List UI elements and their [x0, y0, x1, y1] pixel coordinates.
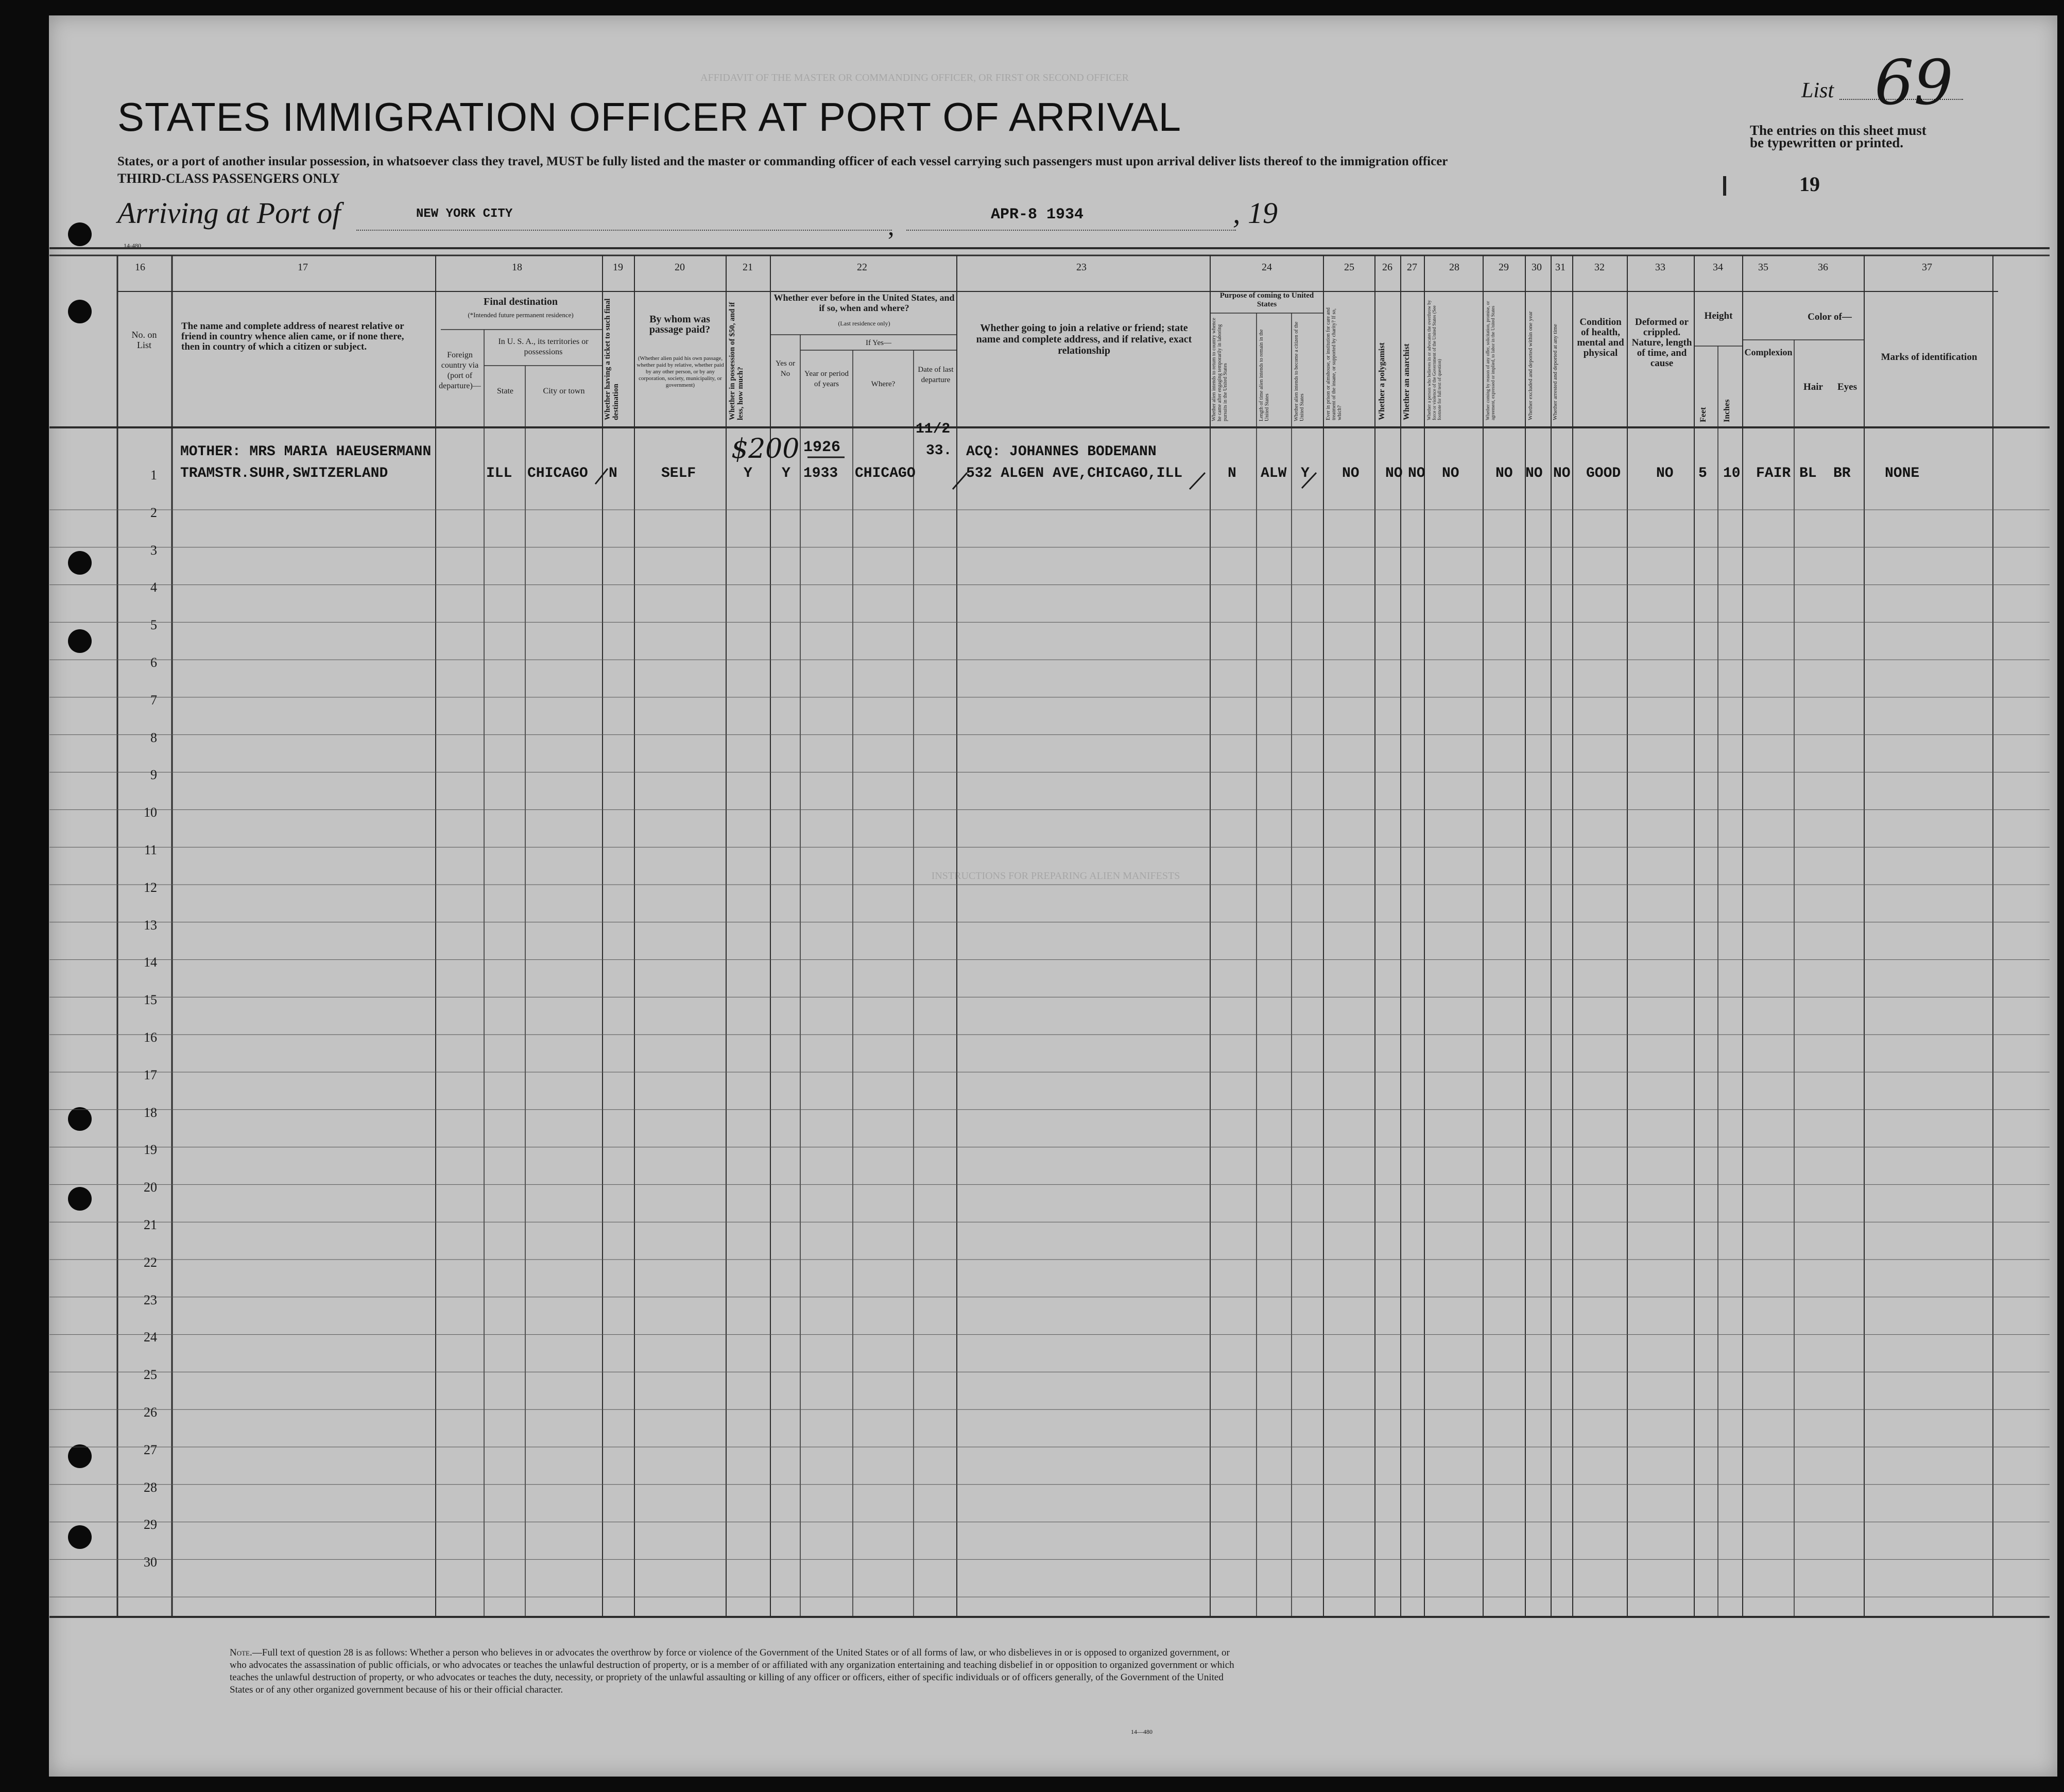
col-num-26: 26: [1382, 262, 1392, 273]
row-number: 13: [144, 917, 157, 933]
list-label: List: [1801, 79, 1834, 102]
list-number: 69: [1874, 47, 1953, 119]
row-number: 14: [144, 955, 157, 970]
row-number: 10: [144, 805, 157, 820]
header-purpose-length: Length of time alien intends to remain in the United States: [1259, 329, 1270, 421]
before-yes-no: Y: [782, 466, 790, 481]
header-anarchist: Whether an anarchist: [1402, 343, 1411, 420]
col-num-35: 35: [1758, 262, 1768, 273]
arriving-label: Arriving at Port of: [117, 196, 341, 230]
polygamist-value: NO: [1385, 466, 1403, 481]
header-feet: Feet: [1699, 407, 1708, 422]
row-number: 24: [144, 1330, 157, 1345]
entries-note-1: The entries on this sheet must: [1750, 123, 1927, 138]
header-inches: Inches: [1723, 399, 1731, 422]
height-feet: 5: [1698, 466, 1707, 481]
col-num-20: 20: [675, 262, 685, 273]
period-year-2: 1933: [803, 466, 838, 481]
row-number: 9: [150, 767, 157, 783]
year-prefix: 19: [1799, 173, 1820, 196]
money-value: Y: [744, 466, 752, 481]
header-class-line: THIRD-CLASS PASSENGERS ONLY: [117, 171, 340, 186]
header-usa: In U. S. A., its territories or possessions: [498, 337, 589, 356]
col-num-27: 27: [1407, 262, 1417, 273]
row-number: 21: [144, 1217, 157, 1232]
period-year-1: 1926: [803, 439, 841, 456]
header-color: Color of—: [1808, 312, 1852, 322]
col-num-29: 29: [1499, 262, 1509, 273]
header-ticket: Whether having a ticket to such final destination: [604, 298, 620, 420]
relative-name: MOTHER: MRS MARIA HAEUSERMANN: [180, 444, 432, 460]
header-foreign-country: Foreign country via (port of departure)—: [439, 351, 481, 390]
row-number: 30: [144, 1555, 157, 1570]
col-num-21: 21: [743, 262, 753, 273]
row-number: 12: [144, 880, 157, 895]
join-relative-address: 532 ALGEN AVE,CHICAGO,ILL: [966, 466, 1183, 481]
col-num-34: 34: [1713, 262, 1723, 273]
header-join-relative: Whether going to join a relative or friend; state name and complete address, and if relative, exact relationship: [976, 322, 1192, 356]
row-number: 19: [144, 1142, 157, 1158]
overthrow-value: NO: [1442, 466, 1459, 481]
col-num-32: 32: [1594, 262, 1605, 273]
last-departure-1: 11/2: [916, 421, 951, 437]
port-value: NEW YORK CITY: [416, 207, 513, 221]
row-number: 26: [144, 1405, 157, 1420]
row-number: 1: [150, 468, 157, 483]
header-passage-paid-sub: (Whether alien paid his own passage, whether paid by relative, whether paid by any other person, or by any corporation, society, municipality, or government): [637, 355, 724, 388]
col-num-17: 17: [298, 262, 308, 273]
header-where: Where?: [871, 380, 896, 388]
row-number: 2: [150, 505, 157, 520]
header-year: Year or period of years: [804, 370, 849, 388]
header-hair: Hair: [1803, 382, 1823, 392]
header-before-in-us: Whether ever before in the United States, and if so, when and where?: [773, 292, 955, 313]
col-num-33: 33: [1655, 262, 1665, 273]
passage-paid-by: SELF: [661, 466, 696, 481]
row-number: 7: [150, 692, 157, 708]
header-overthrow: Whether a person who believes in or advocates the overthrow by force or violence of the Government of the United States (See footnote for full text of question): [1426, 300, 1442, 420]
header-final-destination-sub: (*Intended future permanent residence): [468, 311, 574, 319]
bleed-through-text: AFFIDAVIT OF THE MASTER OR COMMANDING OFFICER, OR FIRST OR SECOND OFFICER: [700, 72, 1129, 83]
header-polygamist: Whether a polygamist: [1378, 342, 1386, 420]
relative-address: TRAMSTR.SUHR,SWITZERLAND: [180, 466, 388, 481]
header-if-yes: If Yes—: [865, 339, 891, 347]
row-number: 25: [144, 1367, 157, 1383]
purpose-length: ALW: [1261, 466, 1287, 481]
row-number: 22: [144, 1254, 157, 1270]
hair-value: BL: [1799, 466, 1817, 481]
footnote-lead: Note.: [230, 1647, 252, 1658]
eyes-value: BR: [1833, 466, 1851, 481]
complexion-value: FAIR: [1756, 466, 1791, 481]
height-inches: 10: [1723, 466, 1741, 481]
header-deformed: Deformed or crippled. Nature, length of time, and cause: [1631, 317, 1692, 369]
header-instructions: States, or a port of another insular possession, in whatsoever class they travel, MUST be fully listed and the master or commanding officer of each vessel carrying such passengers must upon arrival deliver lists thereof to the immigration officer: [117, 154, 1448, 168]
header-prison: Ever in prison or almshouse, or institution for care and treatment of the insane, or supported by charity? If so, which?: [1326, 307, 1343, 420]
anarchist-value: NO: [1408, 466, 1425, 481]
header-arrested: Whether arrested and deported at any time: [1552, 324, 1558, 420]
header-final-destination: Final destination: [484, 296, 558, 307]
header-health: Condition of health, mental and physical: [1577, 317, 1624, 358]
row-number: 18: [144, 1105, 157, 1120]
header-eyes: Eyes: [1837, 382, 1857, 392]
col-num-18: 18: [512, 262, 522, 273]
row-number: 4: [150, 580, 157, 595]
header-nearest-relative: The name and complete address of nearest relative or friend in country whence alien came, or if none there, then in country of which a citizen or subject.: [181, 321, 404, 352]
row-number: 5: [150, 617, 157, 633]
header-date-departure: Date of last departure: [918, 366, 954, 384]
marks-value: NONE: [1885, 466, 1920, 481]
row-number: 27: [144, 1442, 157, 1457]
col-num-19: 19: [613, 262, 623, 273]
header-city: City or town: [543, 387, 585, 395]
row-number: 29: [144, 1517, 157, 1532]
arrival-date: APR-8 1934: [991, 206, 1084, 223]
header-no-on-list: No. on List: [131, 330, 157, 350]
ticket-value: N: [609, 466, 617, 481]
destination-city: CHICAGO: [527, 466, 588, 481]
header-labor-offer: Whether coming by reason of any offer, solicitation, promise, or agreement, expressed or implied, to labor in the United States: [1485, 301, 1495, 420]
col-num-23: 23: [1076, 262, 1087, 273]
comma: ,: [888, 212, 895, 240]
purpose-return: N: [1228, 466, 1236, 481]
col-num-22: 22: [857, 262, 867, 273]
header-excluded: Whether excluded and deported within one year: [1527, 311, 1534, 420]
col-num-30: 30: [1532, 262, 1542, 273]
entries-note-2: be typewritten or printed.: [1750, 135, 1903, 150]
col-num-31: 31: [1555, 262, 1566, 273]
footnote-form-number: 14—480: [1131, 1728, 1153, 1735]
header-purpose-return: Whether alien intends to return to country whence he came after engaging temporarily in laboring pursuits in the United States: [1211, 318, 1228, 421]
labor-value: NO: [1495, 466, 1513, 481]
form-number-small: 14-480: [124, 242, 141, 249]
row-number: 8: [150, 730, 157, 745]
header-before-sub: (Last residence only): [838, 320, 890, 327]
row-number: 6: [150, 655, 157, 670]
header-state: State: [497, 387, 513, 395]
footnote: [230, 1647, 1239, 1696]
last-departure-2: 33.: [926, 443, 952, 459]
header-money: Whether in possession of $50, and if less, how much?: [728, 302, 745, 420]
excluded-value: NO: [1525, 466, 1543, 481]
header-purpose-citizen: Whether alien intends to become a citizen of the United States: [1294, 321, 1305, 421]
bleed-through-instructions: INSTRUCTIONS FOR PREPARING ALIEN MANIFESTS: [931, 870, 1180, 882]
col-num-37: 37: [1922, 262, 1932, 273]
header-complexion: Complexion: [1744, 347, 1793, 357]
row-number: 20: [144, 1180, 157, 1195]
col-num-24: 24: [1262, 262, 1272, 273]
row-number: 28: [144, 1479, 157, 1495]
row-number: 17: [144, 1067, 157, 1082]
col-num-36: 36: [1818, 262, 1828, 273]
page-title: STATES IMMIGRATION OFFICER AT PORT OF ARRIVAL: [117, 94, 1182, 140]
purpose-citizen: Y: [1301, 466, 1310, 481]
arrested-value: NO: [1553, 466, 1571, 481]
row-number: 16: [144, 1030, 157, 1045]
header-height: Height: [1704, 311, 1733, 321]
where-value: CHICAGO: [855, 466, 916, 481]
header-yes-no: Yes or No: [775, 359, 796, 378]
header-purpose: Purpose of coming to United States: [1219, 291, 1314, 308]
col-num-28: 28: [1449, 262, 1459, 273]
deformed-value: NO: [1656, 466, 1674, 481]
health-value: GOOD: [1586, 466, 1621, 481]
row-number: 3: [150, 542, 157, 558]
footnote-text: —Full text of question 28 is as follows: Whether a person who believes in or advocates the overthrow by force or violence of the Government of the United States or of all forms of law, or who disbelieves in or is opposed to organized government, or who advocates the assassination of public officials, or who advocates or teaches the unlawful destruction of property, or is a member of or affiliated with any organization entertaining and teaching disbelief in or opposition to organized government or which teaches the unlawful destruction of property, or who advocates or teaches the duty, necessity, or propriety of the unlawful assaulting or killing of any officer or officers, either of specific individuals or of officers generally, of the Government of the United States or of any other organized government because of his or their official character.: [230, 1647, 1234, 1695]
arrival-year-prefix: , 19: [1233, 196, 1278, 230]
join-relative-name: ACQ: JOHANNES BODEMANN: [966, 444, 1157, 460]
header-marks: Marks of identification: [1881, 352, 1977, 363]
row-number: 23: [144, 1292, 157, 1307]
col-num-16: 16: [135, 262, 145, 273]
header-passage-paid: By whom was passage paid?: [649, 314, 711, 335]
row-number: 15: [144, 992, 157, 1008]
col-num-25: 25: [1344, 262, 1354, 273]
money-handwritten: $200: [731, 434, 800, 464]
row-number: 11: [144, 842, 157, 857]
destination-state: ILL: [486, 466, 512, 481]
prison-value: NO: [1342, 466, 1360, 481]
